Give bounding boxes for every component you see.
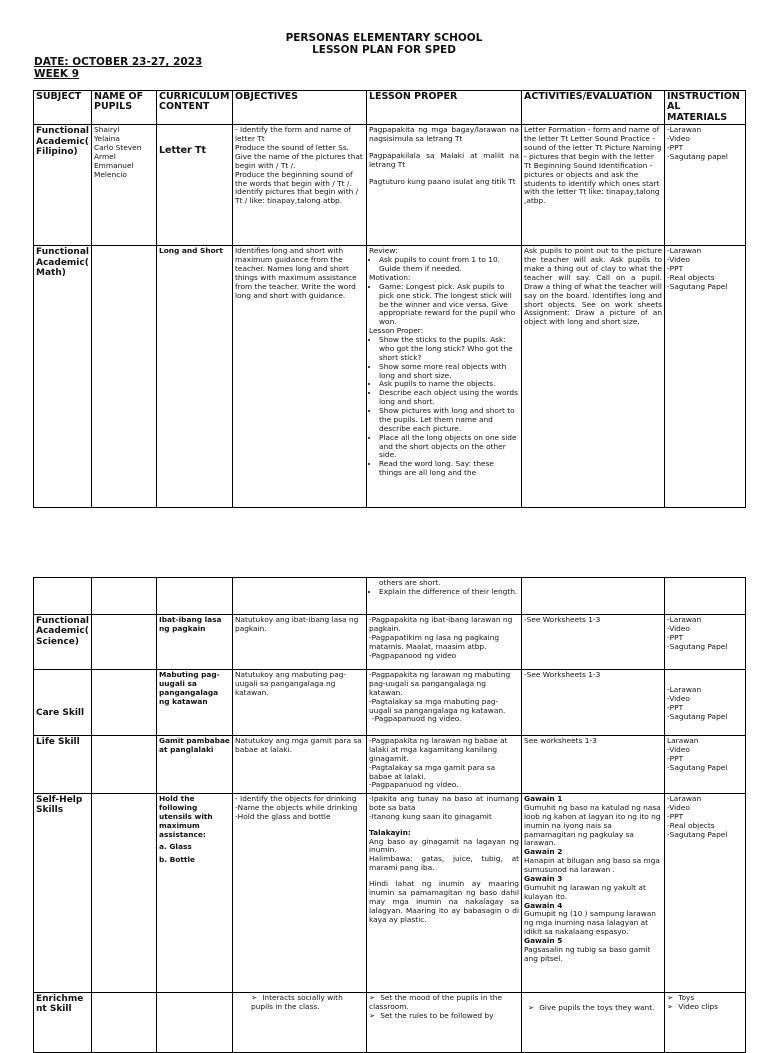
lesson-bullet: • Show some more real objects with long and short size. [379, 363, 519, 381]
lesson-item: Halimbawa: gatas, juice, tubig, at marami pang iba. [369, 854, 519, 873]
material-item: -Sagutang Papel [667, 281, 728, 291]
lesson-item: -Pagpapanuod ng video. [372, 714, 462, 724]
lesson-bullet: ➢ Set the mood of the pupils in the classroom. [369, 994, 519, 1012]
activity-text: Gumupit ng (10 ) sampung larawan ng mga inuming nasa lalagyan at idikit sa nakalaang espasyo. [524, 909, 656, 937]
lesson-cell [367, 615, 522, 670]
objective-item: -Hold the glass and bottle [235, 811, 331, 821]
table-row [34, 736, 746, 794]
pupil-name: Emmanuel [94, 160, 134, 170]
material-item: -Video [667, 134, 690, 144]
table-row [34, 246, 746, 508]
activities-cell [522, 993, 665, 1053]
pupil-name: Shairyl [94, 125, 120, 135]
content-item: b. Bottle [159, 855, 195, 865]
col-header-activities: ACTIVITIES/EVALUATION [522, 91, 665, 125]
material-item: Larawan [667, 736, 699, 745]
objective-item: - Identify the objects for drinking [235, 794, 357, 803]
activities-cell [522, 794, 665, 993]
lesson-bullet: • Ask pupils to count from 1 to 10. Guide them if needed. [379, 256, 519, 274]
subject-cell: Self-Help Skills [34, 794, 92, 993]
material-item: -PPT [667, 702, 684, 712]
lesson-cell [367, 578, 522, 615]
objective-item: -Name the objects while drinking [235, 802, 358, 812]
lesson-item: -Pagtalakay sa mga mabuting pag-uugali sa pangangalaga ng katawan. [369, 696, 506, 715]
activity-heading: Gawain 4 [524, 900, 563, 910]
content-title: Hold the following utensils with maximum assistance: [159, 794, 213, 839]
table-row [34, 670, 746, 736]
material-item: ➢ Toys [667, 994, 743, 1003]
material-item: -PPT [667, 264, 684, 274]
material-item: -Video [667, 623, 690, 633]
pupils-cell [92, 993, 157, 1053]
lesson-cell [367, 125, 522, 246]
table-row [34, 993, 746, 1053]
col-header-content: CURRICULUM CONTENT [157, 91, 233, 125]
activities-cell: -See Worksheets 1-3 [522, 670, 665, 736]
activity-heading: Gawain 3 [524, 873, 563, 883]
activities-cell: Letter Formation - form and name of the letter Tt Letter Sound Practice - sound of the letter Tt Picture Naming - pictures that begin with the letter Tt Beginning Sound Identification - pictures or objects and ask the students to identify which ones start with the letter Tt like: tinapay,talong ,atbp. [522, 125, 665, 246]
objectives-cell [233, 578, 367, 615]
material-item: -PPT [667, 811, 684, 821]
lesson-heading: Motivation: [369, 272, 411, 282]
activity-text: Pagsasalin ng tubig sa baso gamit ang pitsel. [524, 944, 651, 963]
table-row [34, 578, 746, 615]
lesson-item: Ang baso ay ginagamit na lagayan ng inumin. [369, 836, 519, 855]
activity-heading: Gawain 5 [524, 936, 563, 945]
lesson-item: -Pagpapakita ng larawan ng babae at lalaki at mga kagamitang kanilang ginagamit. [369, 736, 508, 763]
lesson-item: Pagpapakilala sa Malaki at maliit na letrang Tt [369, 151, 519, 169]
content-cell [157, 794, 233, 993]
pupil-name: Carlo Steven [94, 143, 142, 153]
lesson-cell [367, 794, 522, 993]
activity-text: Hanapin at bilugan ang baso sa mga sumusunod na larawan . [524, 856, 660, 874]
subject-cell: Care Skill [34, 670, 92, 736]
lesson-bullet: • Ask pupils to name the objects. [379, 380, 519, 389]
objectives-cell: Natutukoy ang ibat-ibang lasa ng pagkain. [233, 615, 367, 670]
objective-item: Give the name of the pictures that begin with / Tt /. [235, 151, 363, 170]
lesson-item: Pagpapakita ng mga bagay/larawan na nagsisimula sa letrang Tt [369, 125, 519, 144]
objectives-cell [233, 993, 367, 1053]
activity-text: Gumuhit ng larawan ng yakult at kulayan ito. [524, 882, 646, 901]
table-row [34, 615, 746, 670]
subject-cell: Life Skill [34, 736, 92, 794]
materials-cell [665, 578, 746, 615]
pupils-cell [92, 794, 157, 993]
material-item: -PPT [667, 632, 684, 642]
material-item: -Real objects [667, 820, 715, 830]
objective-item: Produce the beginning sound of the words that begin with / Tt /. [235, 169, 353, 188]
lesson-item: -Pagtalakay sa mga gamit para sa babae at lalaki. [369, 762, 496, 781]
material-item: -Video [667, 802, 690, 812]
lesson-item: -Ipakita ang tunay na baso at inumang bote sa bata [369, 794, 519, 812]
material-item: -Real objects [667, 272, 715, 282]
material-item: -Sagutang papel [667, 151, 728, 161]
objective-item: Identify pictures that begin with / Tt / like: tinapay,talong atbp. [235, 187, 359, 206]
school-name: PERSONAS ELEMENTARY SCHOOL [285, 32, 483, 44]
lesson-item: Hindi lahat ng inumin ay maaring inumin sa pamamagitan ng baso dahil may mga inumin na nakalagay sa lalagyan. Maaring ito ay babasagin o di kaya ay plastic. [369, 879, 519, 924]
material-item: -Larawan [667, 246, 702, 256]
materials-cell [665, 736, 746, 794]
lesson-bullet: • Game: Longest pick. Ask pupils to pick one stick. The longest stick will be the winner and vice versa. Give appropriate reward for the pupil who won. [379, 283, 519, 327]
objectives-cell: Natutukoy ang mabuting pag-uugali sa pangangalaga ng katawan. [233, 670, 367, 736]
lesson-heading: Lesson Proper: [369, 326, 424, 336]
lesson-cell [367, 736, 522, 794]
objectives-cell: Natutukoy ang mga gamit para sa babae at lalaki. [233, 736, 367, 794]
objectives-cell: Identifies long and short with maximum guidance from the teacher. Names long and short things with maximum assistance from the teacher. Write the word long and short with guidance. [233, 246, 367, 508]
content-cell: Long and Short [157, 246, 233, 508]
pupils-cell [92, 246, 157, 508]
materials-cell [665, 615, 746, 670]
lesson-item: -Pagpapatikim ng lasa ng pagkaing matamis. Maalat, maasim atbp. [369, 632, 500, 651]
col-header-lesson: LESSON PROPER [367, 91, 522, 125]
material-item: -Sagutang Papel [667, 641, 728, 651]
lesson-bullet: • Explain the difference of their length. [379, 588, 519, 597]
material-item: -PPT [667, 753, 684, 763]
materials-cell [665, 246, 746, 508]
objective-item: Produce the sound of letter Ss. [235, 143, 350, 153]
table-row [34, 794, 746, 993]
objectives-cell [233, 794, 367, 993]
lesson-item: -Pagpapanuod ng video. [369, 780, 459, 790]
material-item: -Larawan [667, 125, 702, 135]
lesson-plan-table-top [33, 90, 746, 508]
subject-cell: Functional Academic(Science) [34, 615, 92, 670]
subject-cell: Functional Academic(Math) [34, 246, 92, 508]
pupils-cell [92, 125, 157, 246]
material-item: -Larawan [667, 794, 702, 803]
activity-item: ➢ Give pupils the toys they want. [528, 1004, 662, 1013]
content-cell: Ibat-ibang lasa ng pagkain [157, 615, 233, 670]
lesson-bullet: • Show pictures with long and short to the pupils. Let them name and describe each picture. [379, 407, 519, 434]
lesson-item: -Itanong kung saan ito ginagamit [369, 811, 492, 821]
objective-item: ➢ Interacts socially with pupils in the class. [251, 994, 364, 1012]
content-cell: Letter Tt [157, 125, 233, 246]
material-item: -Video [667, 693, 690, 703]
material-item: ➢ Video clips [667, 1003, 743, 1012]
pupils-cell [92, 736, 157, 794]
activity-heading: Gawain 2 [524, 847, 563, 857]
materials-cell [665, 794, 746, 993]
material-item: -Sagutang Papel [667, 829, 728, 839]
content-cell [157, 578, 233, 615]
pupil-name: Yelaina [94, 134, 120, 144]
content-item: a. Glass [159, 842, 192, 852]
activities-cell: -See Worksheets 1-3 [522, 615, 665, 670]
plan-date: DATE: OCTOBER 23-27, 2023 [34, 56, 203, 68]
lesson-heading: Talakayin: [369, 827, 411, 837]
material-item: -Video [667, 255, 690, 265]
lesson-bullet: ➢ Set the rules to be followed by [369, 1012, 519, 1021]
activity-heading: Gawain 1 [524, 794, 563, 803]
activities-cell [522, 578, 665, 615]
material-item: -Video [667, 744, 690, 754]
material-item: -Sagutang Papel [667, 711, 728, 721]
table-row [34, 125, 746, 246]
materials-cell [665, 993, 746, 1053]
col-header-subject: SUBJECT [34, 91, 92, 125]
pupils-cell [92, 670, 157, 736]
content-cell: Mabuting pag-uugali sa pangangalaga ng katawan [157, 670, 233, 736]
lesson-item: -Pagpapakita ng ibat-ibang larawan ng pagkain. [369, 615, 513, 633]
material-item: -PPT [667, 143, 684, 153]
objective-item: - Identify the form and name of letter Tt [235, 125, 352, 144]
lesson-heading: Review: [369, 246, 398, 256]
lesson-cell [367, 670, 522, 736]
subject-cell: Enrichment Skill [34, 993, 92, 1053]
pupil-name: Melencio [94, 169, 127, 179]
col-header-pupils: NAME OF PUPILS [92, 91, 157, 125]
lesson-bullet: • Read the word long. Say: these things are all long and the [379, 460, 519, 478]
lesson-cell [367, 246, 522, 508]
lesson-item: -Pagpapakita ng larawan ng mabuting pag-uugali sa pangangalaga ng katawan. [369, 670, 511, 697]
lesson-item: others are short. [379, 578, 441, 587]
pupil-name: Armel [94, 151, 116, 161]
lesson-plan-table-continued [33, 577, 746, 1053]
lesson-bullet: • Show the sticks to the pupils. Ask: who got the long stick? Who got the short stick? [379, 336, 519, 363]
activities-cell: See worksheets 1-3 [522, 736, 665, 794]
subject-cell: Functional Academic(Filipino) [34, 125, 92, 246]
lesson-item: -Pagpapanood ng video [369, 650, 457, 660]
plan-week: WEEK 9 [34, 68, 80, 80]
content-cell [157, 993, 233, 1053]
lesson-bullet: • Place all the long objects on one side and the short objects on the other side. [379, 434, 519, 461]
objectives-cell [233, 125, 367, 246]
material-item: -Larawan [667, 615, 702, 624]
materials-cell [665, 670, 746, 736]
col-header-materials: INSTRUCTIONAL MATERIALS [665, 91, 746, 125]
plan-title: LESSON PLAN FOR SPED [312, 44, 456, 56]
pupils-cell [92, 615, 157, 670]
activities-cell: Ask pupils to point out to the picture the teacher will ask. Ask pupils to make a thing out of clay to what the teacher will say. Call on a pupil. Draw a thing of what the teacher will say on the board. Identifies long and short objects. See on work sheets Assignment: Draw a picture of an object with long and short size. [522, 246, 665, 508]
materials-cell [665, 125, 746, 246]
lesson-item: Pagtuturo kung paano isulat ang titik Tt [369, 176, 516, 186]
content-cell: Gamit pambabae at panglalaki [157, 736, 233, 794]
col-header-objectives: OBJECTIVES [233, 91, 367, 125]
pupils-cell [92, 578, 157, 615]
lesson-cell [367, 993, 522, 1053]
material-item: -Larawan [667, 685, 702, 694]
material-item: -Sagutang Papel [667, 762, 728, 772]
subject-cell [34, 578, 92, 615]
lesson-bullet: • Describe each object using the words long and short. [379, 389, 519, 407]
activity-text: Gumuhit ng baso na katulad ng nasa loob ng kahon at lagyan ito ng ito ng inumin na iyong nais sa pamamagitan ng pagkulay sa larawan. [524, 802, 661, 848]
